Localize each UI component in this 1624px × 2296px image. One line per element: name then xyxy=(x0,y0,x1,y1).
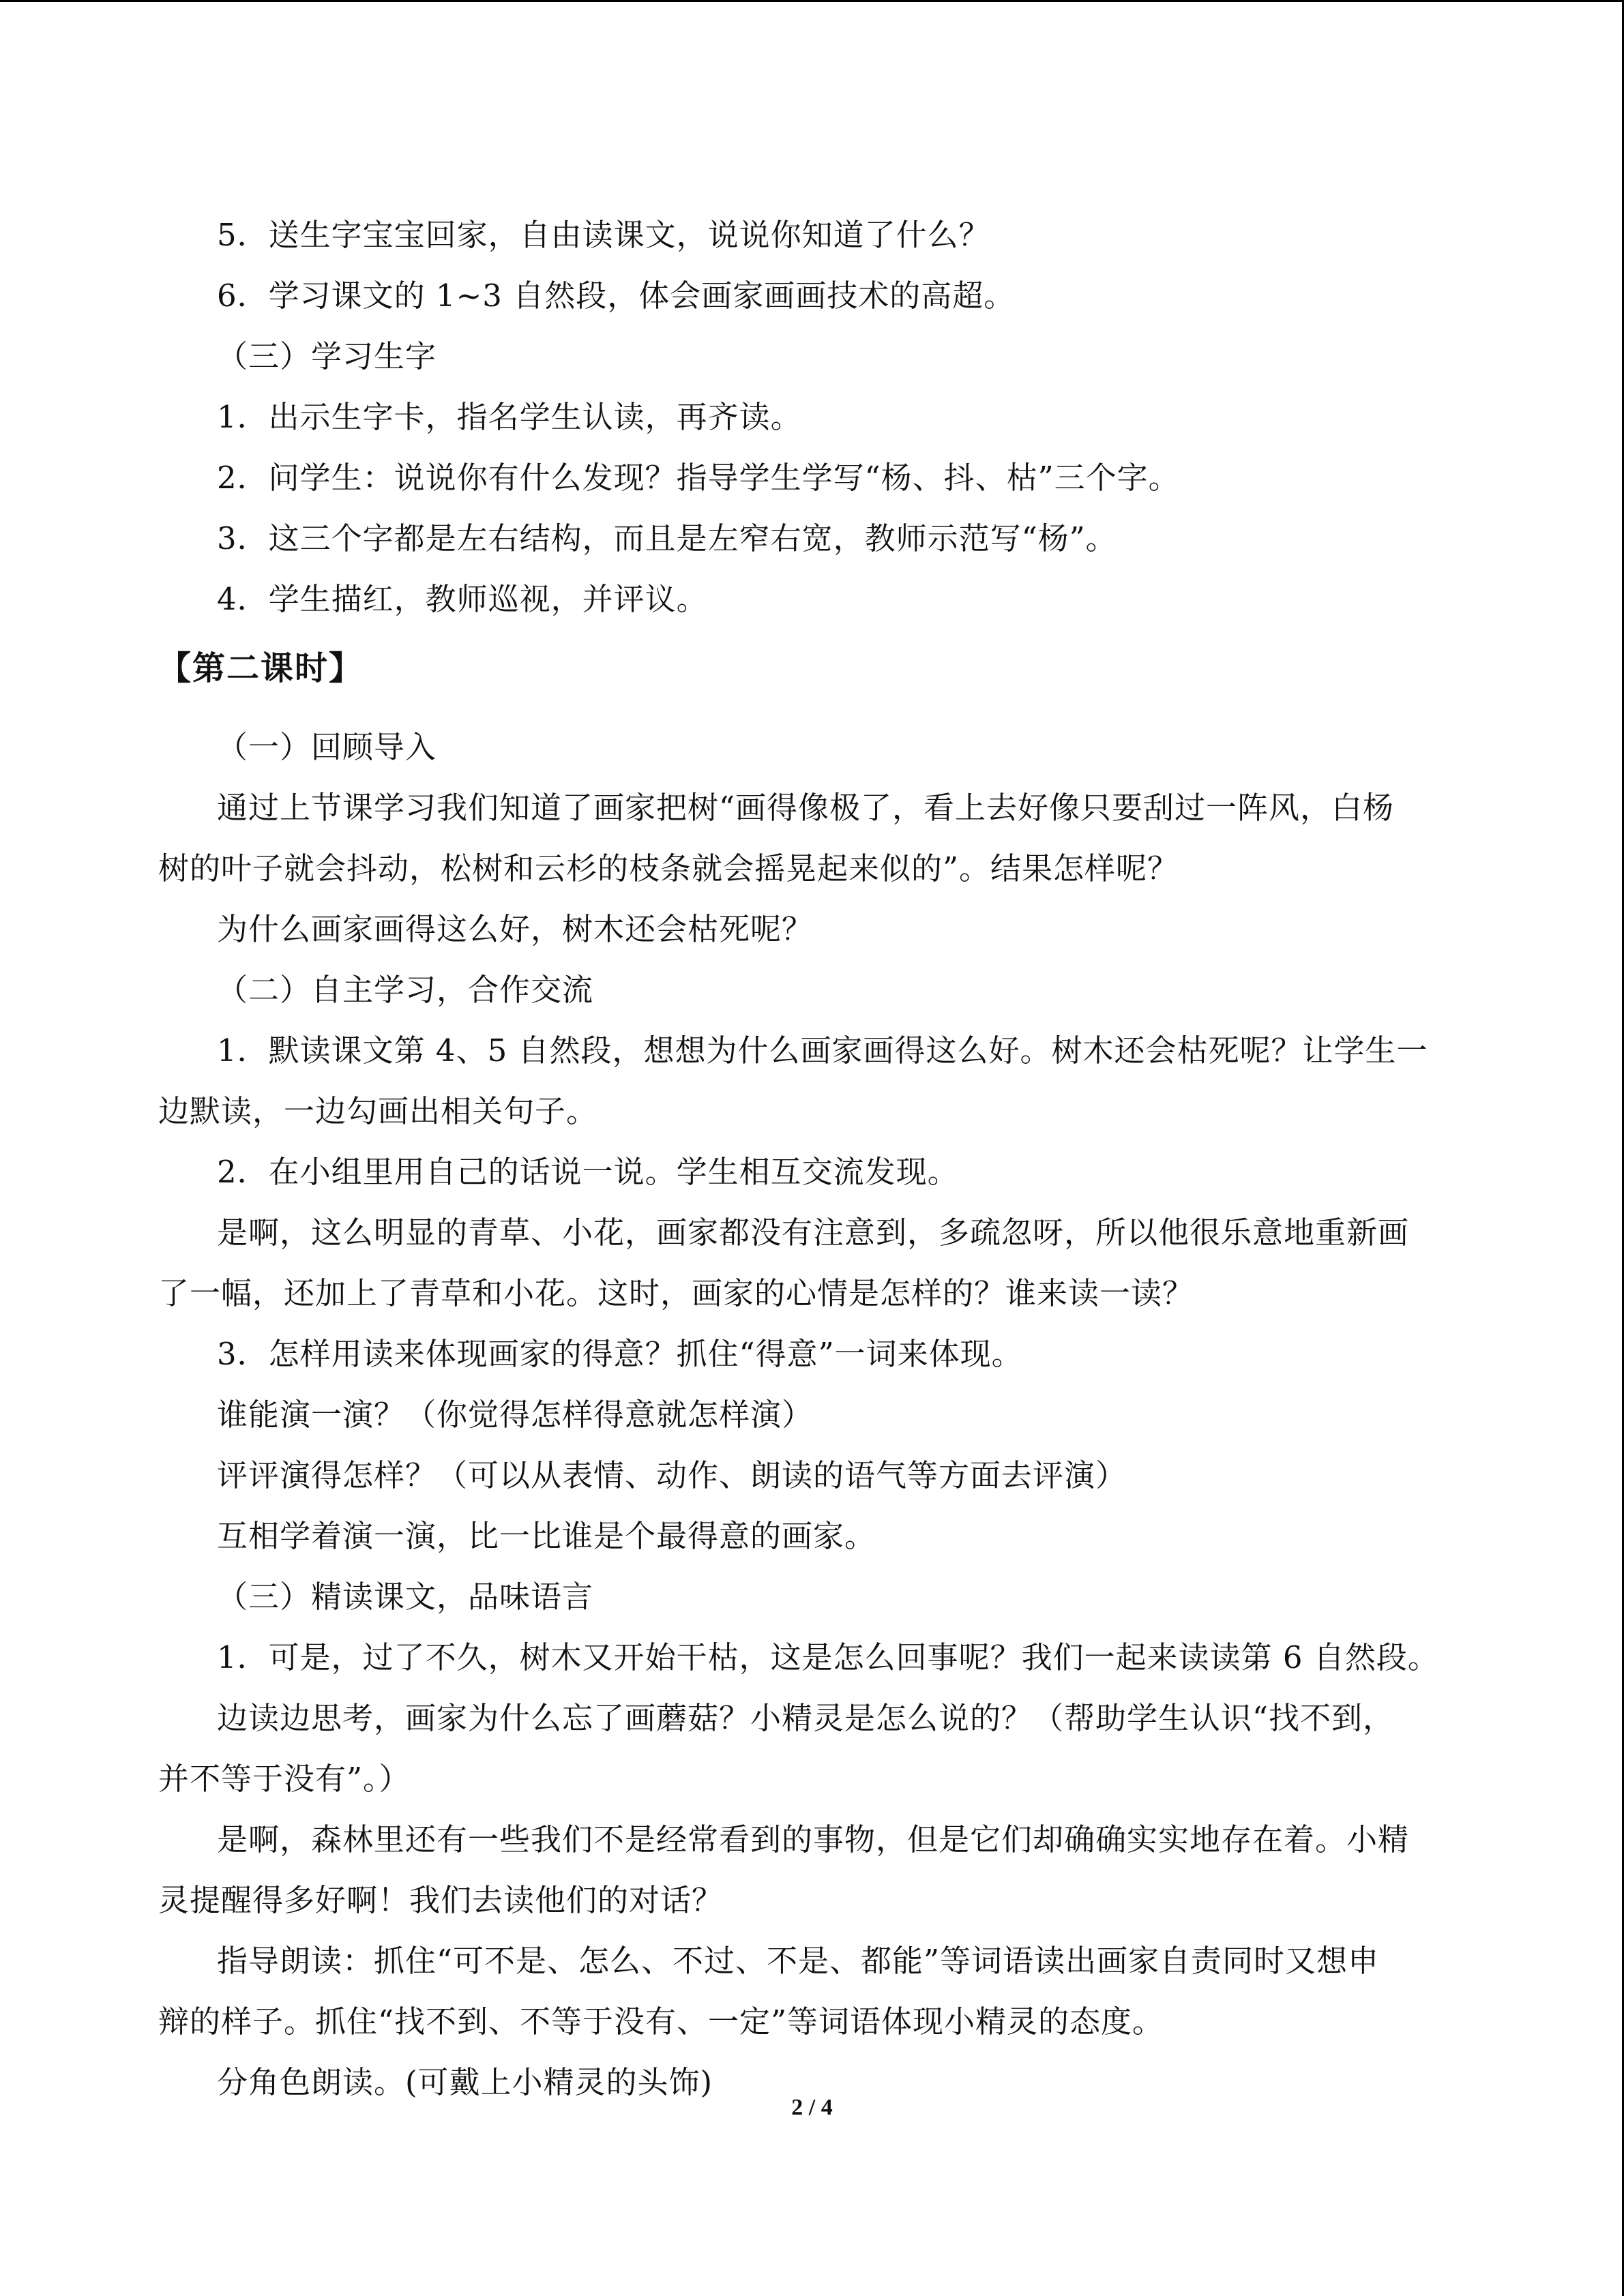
paragraph-line: 谁能演一演？（你觉得怎样得意就怎样演） xyxy=(217,1397,814,1433)
paragraph-line: 1．可是，过了不久，树木又开始干枯，这是怎么回事呢？我们一起来读读第 6 自然段。 xyxy=(217,1639,1439,1675)
section-subheading: （三）精读课文，品味语言 xyxy=(217,1579,594,1615)
lesson-heading: 【第二课时】 xyxy=(158,649,364,687)
section-subheading: （三）学习生字 xyxy=(217,338,437,374)
paragraph-line: 1．默读课文第 4、5 自然段，想想为什么画家画得这么好。树木还会枯死呢？让学生一 xyxy=(217,1032,1428,1069)
document-body xyxy=(158,205,1461,2113)
page-number: 2 / 4 xyxy=(791,2095,833,2120)
section-subheading: （一）回顾导入 xyxy=(217,729,437,765)
paragraph-line: 边默读，一边勾画出相关句子。 xyxy=(158,1093,598,1129)
paragraph-line: 并不等于没有”。） xyxy=(158,1761,411,1797)
spacer xyxy=(158,707,1461,717)
paragraph-line: 5．送生字宝宝回家，自由读课文，说说你知道了什么？ xyxy=(217,217,990,253)
paragraph-line: 辩的样子。抓住“找不到、不等于没有、一定”等词语体现小精灵的态度。 xyxy=(158,2003,1164,2040)
paragraph-line: 3．怎样用读来体现画家的得意？抓住“得意”一词来体现。 xyxy=(217,1336,1023,1372)
paragraph-line: 1．出示生字卡，指名学生认读，再齐读。 xyxy=(217,399,802,435)
paragraph-line: 是啊，森林里还有一些我们不是经常看到的事物，但是它们却确确实实地存在着。小精 xyxy=(217,1821,1410,1858)
paragraph-line: 互相学着演一演，比一比谁是个最得意的画家。 xyxy=(217,1518,876,1554)
paragraph-line: 6．学习课文的 1~3 自然段，体会画家画画技术的高超。 xyxy=(217,278,1016,314)
paragraph-line: 为什么画家画得这么好，树木还会枯死呢？ xyxy=(217,911,814,947)
paragraph-line: 树的叶子就会抖动，松树和云杉的枝条就会摇晃起来似的”。结果怎样呢？ xyxy=(158,850,1179,886)
paragraph-line: 2．在小组里用自己的话说一说。学生相互交流发现。 xyxy=(217,1154,959,1190)
paragraph-line: 分角色朗读。(可戴上小精灵的头饰) xyxy=(217,2064,713,2100)
paragraph-line: 3．这三个字都是左右结构，而且是左窄右宽，教师示范写“杨”。 xyxy=(217,520,1117,556)
paragraph-line: 边读边思考，画家为什么忘了画蘑菇？小精灵是怎么说的？（帮助学生认识“找不到， xyxy=(217,1700,1395,1736)
paragraph-line: 通过上节课学习我们知道了画家把树“画得像极了，看上去好像只要刮过一阵风，白杨 xyxy=(217,790,1395,826)
paragraph-line: 指导朗读：抓住“可不是、怎么、不过、不是、都能”等词语读出画家自责同时又想申 xyxy=(217,1943,1380,1979)
paragraph-line: 了一幅，还加上了青草和小花。这时，画家的心情是怎样的？谁来读一读？ xyxy=(158,1275,1194,1311)
paragraph-line: 4．学生描红，教师巡视，并评议。 xyxy=(217,581,708,617)
paragraph-line: 2．问学生：说说你有什么发现？指导学生学写“杨、抖、枯”三个字。 xyxy=(217,460,1180,496)
paragraph-line: 是啊，这么明显的青草、小花，画家都没有注意到，多疏忽呀，所以他很乐意地重新画 xyxy=(217,1214,1410,1251)
paragraph-line: 评评演得怎样？（可以从表情、动作、朗读的语气等方面去评演） xyxy=(217,1457,1127,1493)
paragraph-line: 灵提醒得多好啊！我们去读他们的对话？ xyxy=(158,1882,724,1918)
section-subheading: （二）自主学习，合作交流 xyxy=(217,972,594,1008)
